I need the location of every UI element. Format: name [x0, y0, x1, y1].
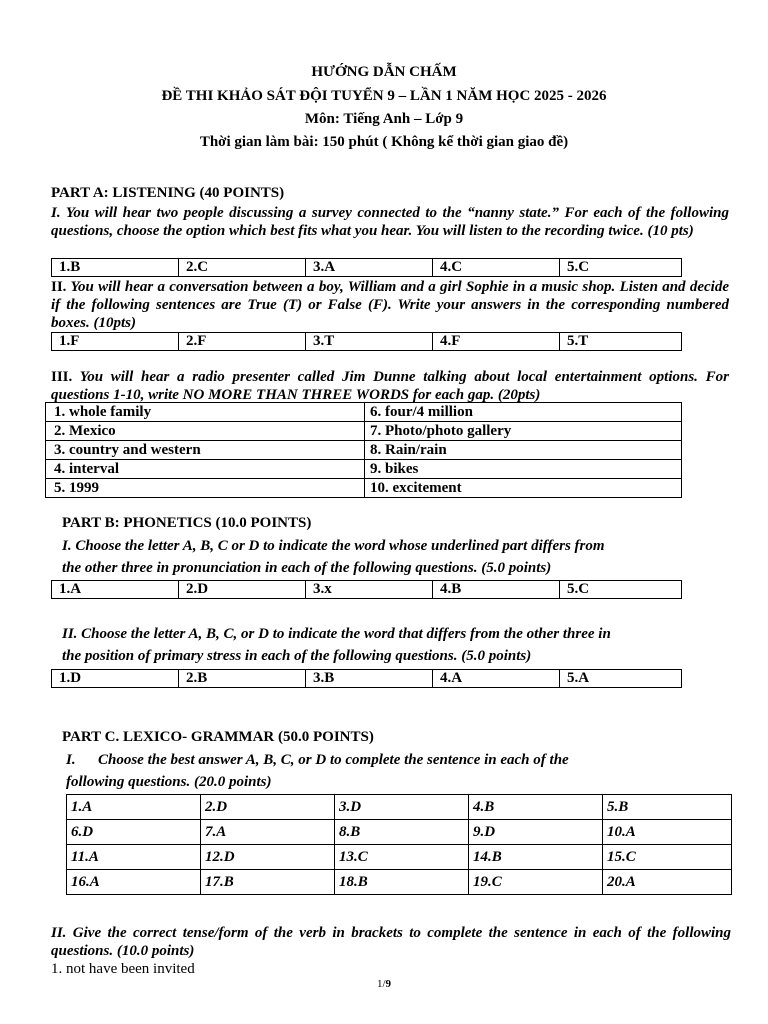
page-current: 1/ — [376, 978, 386, 990]
section-3-number: III. — [51, 369, 73, 385]
answer-cell: 7. Photo/photo gallery — [365, 422, 682, 441]
part-a-section-1-answer-table — [51, 258, 682, 277]
answer-cell: 2.B — [179, 670, 306, 688]
part-b-title: PART B: PHONETICS (10.0 POINTS) — [62, 515, 312, 531]
doc-title: HƯỚNG DẪN CHẤM — [311, 64, 457, 80]
section-1-number: I. — [66, 752, 76, 768]
instruction-line: II. Choose the letter A, B, C, or D to indicate the word that differs from the other three in — [62, 626, 611, 642]
section-3-text: You will hear a radio presenter called Jim Dunne talking about local entertainment options. For questions 1-10, write NO MORE THAN THREE WORDS for each gap. (20pts) — [51, 369, 729, 403]
answer-cell: 2.C — [179, 259, 306, 277]
part-c-section-2-answer-1: 1. not have been invited — [51, 961, 195, 977]
time-line: Thời gian làm bài: 150 phút ( Không kể thời gian giao đề) — [199, 134, 569, 150]
answer-cell: 8. Rain/rain — [365, 441, 682, 460]
answer-cell: 7.A — [201, 820, 335, 845]
answer-cell: 3.x — [306, 581, 433, 599]
answer-cell: 2.D — [179, 581, 306, 599]
answer-cell: 4.B — [469, 795, 603, 820]
answer-cell: 4.B — [433, 581, 560, 599]
answer-cell: 10. excitement — [365, 479, 682, 498]
answer-cell: 3.D — [335, 795, 469, 820]
answer-cell: 10.A — [603, 820, 732, 845]
part-a-title: PART A: LISTENING (40 POINTS) — [51, 185, 285, 201]
part-b-section-2-answer-table — [51, 669, 682, 688]
part-b-section-1-answer-table — [51, 580, 682, 599]
part-c-section-1-instructions — [66, 749, 736, 793]
page-number — [0, 978, 768, 990]
answer-cell: 3.T — [306, 333, 433, 351]
answer-cell: 1. whole family — [46, 403, 365, 422]
part-c-section-2-instructions: II. Give the correct tense/form of the verb in brackets to complete the sentence in each of the following questions. (10.0 points) — [51, 925, 731, 959]
part-a-section-1-instructions: I. You will hear two people discussing a survey connected to the “nanny state.” For each of the following questions, choose the option which best fits what you hear. You will listen to the recording twice. (10 pts) — [51, 205, 729, 239]
answer-cell: 6. four/4 million — [365, 403, 682, 422]
page-total: 9 — [385, 978, 392, 990]
answer-cell: 20.A — [603, 870, 732, 895]
part-a-section-2-instructions — [51, 278, 729, 332]
answer-cell: 5.C — [560, 259, 682, 277]
part-a-section-3-answer-table — [45, 402, 682, 498]
answer-cell: 18.B — [335, 870, 469, 895]
part-c-section-1-answer-table — [66, 794, 732, 895]
answer-cell: 4.F — [433, 333, 560, 351]
part-b-section-2-instructions — [62, 623, 742, 667]
instruction-line: following questions. (20.0 points) — [66, 774, 272, 790]
answer-cell: 4.A — [433, 670, 560, 688]
answer-cell: 5.A — [560, 670, 682, 688]
answer-cell: 1.D — [52, 670, 179, 688]
answer-cell: 16.A — [67, 870, 201, 895]
answer-cell: 1.A — [67, 795, 201, 820]
answer-cell: 1.B — [52, 259, 179, 277]
section-2-number: II. — [51, 279, 67, 295]
answer-cell: 1.F — [52, 333, 179, 351]
answer-cell: 5.C — [560, 581, 682, 599]
answer-cell: 8.B — [335, 820, 469, 845]
answer-cell: 3.A — [306, 259, 433, 277]
answer-cell: 6.D — [67, 820, 201, 845]
answer-cell: 12.D — [201, 845, 335, 870]
answer-cell: 9.D — [469, 820, 603, 845]
answer-cell: 17.B — [201, 870, 335, 895]
answer-cell: 5.B — [603, 795, 732, 820]
answer-cell: 4. interval — [46, 460, 365, 479]
answer-cell: 15.C — [603, 845, 732, 870]
answer-cell: 13.C — [335, 845, 469, 870]
part-a-section-2-answer-table — [51, 332, 682, 351]
part-c-title: PART C. LEXICO- GRAMMAR (50.0 POINTS) — [62, 729, 374, 745]
answer-cell: 1.A — [52, 581, 179, 599]
answer-cell: 5. 1999 — [46, 479, 365, 498]
answer-cell: 19.C — [469, 870, 603, 895]
subject-line: Môn: Tiếng Anh – Lớp 9 — [304, 111, 464, 127]
instruction-line: the other three in pronunciation in each of the following questions. (5.0 points) — [62, 560, 552, 576]
answer-cell: 2.D — [201, 795, 335, 820]
part-b-section-1-instructions — [62, 535, 742, 579]
exam-title: ĐỀ THI KHẢO SÁT ĐỘI TUYỂN 9 – LẦN 1 NĂM HỌC 2025 - 2026 — [161, 88, 607, 104]
answer-cell: 3.B — [306, 670, 433, 688]
answer-cell: 11.A — [67, 845, 201, 870]
instruction-line: I. Choose the letter A, B, C or D to indicate the word whose underlined part differs from — [62, 538, 605, 554]
answer-cell: 2.F — [179, 333, 306, 351]
part-a-section-3-instructions — [51, 368, 729, 404]
section-2-text: You will hear a conversation between a boy, William and a girl Sophie in a music shop. Listen and decide if the following sentences are True (T) or False (F). Write your answers in the corresponding numbered boxes. (10pts) — [51, 279, 729, 331]
instruction-line — [66, 749, 736, 771]
answer-cell: 14.B — [469, 845, 603, 870]
answer-cell: 2. Mexico — [46, 422, 365, 441]
answer-cell: 4.C — [433, 259, 560, 277]
instruction-line: the position of primary stress in each of the following questions. (5.0 points) — [62, 648, 532, 664]
instruction-text: Choose the best answer A, B, C, or D to complete the sentence in each of the — [98, 752, 569, 768]
answer-cell: 9. bikes — [365, 460, 682, 479]
answer-cell: 3. country and western — [46, 441, 365, 460]
answer-cell: 5.T — [560, 333, 682, 351]
